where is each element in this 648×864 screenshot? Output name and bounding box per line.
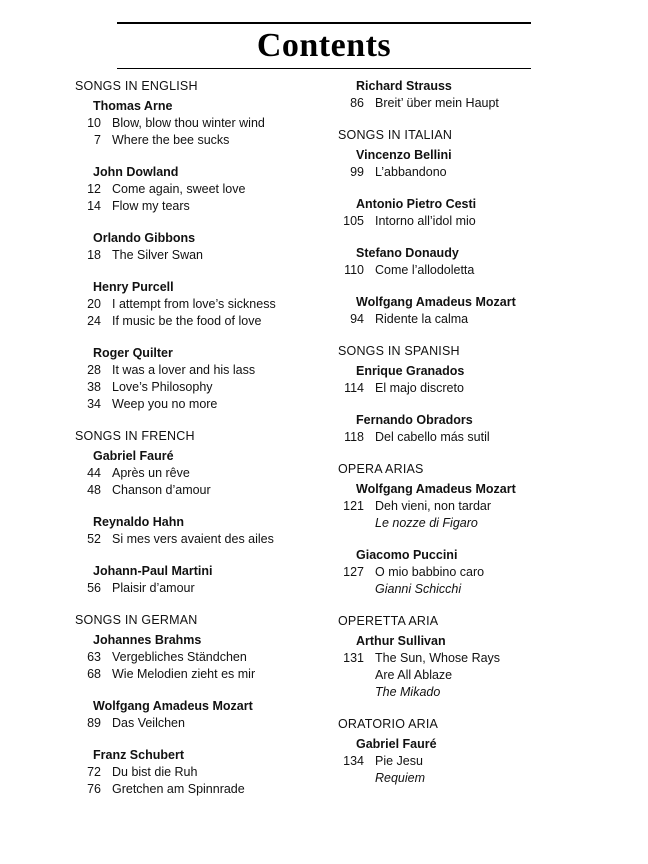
composer-group [75,632,338,683]
composer-group [338,196,601,230]
composer-group [338,78,601,112]
song-title: Weep you no more [112,397,218,411]
song-page-number: 20 [87,297,101,311]
composer-group [75,164,338,215]
song-page-number: 89 [87,716,101,730]
song-entry [75,531,338,548]
title-rule-bottom [117,68,531,69]
page-title: Contents [256,27,392,64]
song-title: Chanson d’amour [112,483,211,497]
song-page-number: 18 [87,248,101,262]
song-title: It was a lover and his lass [112,363,256,377]
composer-name: Giacomo Puccini [356,548,458,562]
composer-name: Wolfgang Amadeus Mozart [93,699,253,713]
song-entry [75,132,338,149]
song-page-number: 52 [87,532,101,546]
song-entry [338,164,601,181]
composer-name: Roger Quilter [93,346,173,360]
contents-columns [0,78,648,798]
composer-name: Antonio Pietro Cesti [356,197,477,211]
song-entry [75,781,338,798]
song-page-number: 24 [87,314,101,328]
song-title: The Silver Swan [112,248,204,262]
song-title: Vergebliches Ständchen [112,650,247,664]
song-subtitle: Requiem [375,771,426,785]
composer-name: Reynaldo Hahn [93,515,184,529]
song-entry [338,650,601,667]
song-title: Das Veilchen [112,716,185,730]
song-title: Ridente la calma [375,312,469,326]
song-page-number: 94 [350,312,364,326]
song-entry [338,213,601,230]
song-page-number: 110 [344,263,364,277]
song-entry [75,465,338,482]
composer-name: Richard Strauss [356,79,452,93]
song-entry [75,296,338,313]
section-heading: OPERETTA ARIA [338,614,439,628]
composer-group [338,363,601,397]
song-page-number: 76 [87,782,101,796]
song-subtitle: The Mikado [375,685,441,699]
song-title: Breit’ über mein Haupt [375,96,499,110]
composer-name: Orlando Gibbons [93,231,196,245]
song-page-number: 63 [87,650,101,664]
song-page-number: 10 [87,116,101,130]
song-title: The Sun, Whose Rays [375,651,501,665]
composer-group [338,736,601,787]
contents-column-left [75,78,338,798]
song-title: Where the bee sucks [112,133,230,147]
song-title: Come l’allodoletta [375,263,475,277]
song-title: El majo discreto [375,381,464,395]
composer-name: Franz Schubert [93,748,184,762]
song-title: Plaisir d’amour [112,581,195,595]
song-entry [338,262,601,279]
song-page-number: 131 [343,651,364,665]
song-title: Après un rêve [112,466,190,480]
song-entry [338,429,601,446]
song-entry [75,181,338,198]
section-heading: OPERA ARIAS [338,462,424,476]
composer-name: Johannes Brahms [93,633,202,647]
song-page-number: 48 [87,483,101,497]
song-page-number: 127 [343,565,364,579]
song-entry [75,715,338,732]
composer-name: Wolfgang Amadeus Mozart [356,295,516,309]
song-entry [75,764,338,781]
composer-group [75,563,338,597]
song-entry [338,753,601,770]
song-entry [75,580,338,597]
composer-name: Fernando Obradors [356,413,473,427]
song-entry [75,379,338,396]
contents-column-right [338,78,601,798]
song-entry [75,649,338,666]
song-page-number: 7 [94,133,101,147]
song-page-number: 34 [87,397,101,411]
section-heading: ORATORIO ARIA [338,717,439,731]
song-entry [75,198,338,215]
section-heading: SONGS IN ENGLISH [75,79,198,93]
section-heading: SONGS IN ITALIAN [338,128,453,142]
song-subtitle: Gianni Schicchi [375,582,462,596]
song-page-number: 12 [87,182,101,196]
song-entry [338,498,601,515]
composer-group [75,514,338,548]
song-subtitle: Le nozze di Figaro [375,516,478,530]
song-title: Blow, blow thou winter wind [112,116,265,130]
composer-group [338,547,601,598]
song-title: Si mes vers avaient des ailes [112,532,274,546]
composer-name: Gabriel Fauré [356,737,437,751]
composer-name: John Dowland [93,165,179,179]
song-title: Del cabello más sutil [375,430,490,444]
composer-name: Vincenzo Bellini [356,148,452,162]
composer-name: Henry Purcell [93,280,174,294]
composer-name: Gabriel Fauré [93,449,174,463]
composer-group [338,481,601,532]
composer-name: Johann-Paul Martini [93,564,213,578]
song-page-number: 134 [343,754,364,768]
song-title: Flow my tears [112,199,190,213]
composer-name: Arthur Sullivan [356,634,446,648]
composer-name: Wolfgang Amadeus Mozart [356,482,516,496]
song-title: Gretchen am Spinnrade [112,782,245,796]
song-page-number: 72 [87,765,101,779]
song-entry [75,666,338,683]
section-heading: SONGS IN FRENCH [75,429,195,443]
composer-group [75,698,338,732]
song-entry [338,95,601,112]
song-entry [75,482,338,499]
song-entry [338,380,601,397]
song-entry [338,564,601,581]
song-page-number: 114 [344,381,364,395]
song-entry [75,396,338,413]
song-entry [75,313,338,330]
song-page-number: 56 [87,581,101,595]
song-page-number: 118 [344,430,364,444]
song-page-number: 121 [343,499,364,513]
song-title: Du bist die Ruh [112,765,198,779]
title-block [117,0,531,69]
song-title: Love’s Philosophy [112,380,213,394]
composer-group [75,747,338,798]
song-page-number: 44 [87,466,101,480]
song-title: If music be the food of love [112,314,262,328]
composer-group [75,98,338,149]
song-title: Pie Jesu [375,754,423,768]
composer-name: Thomas Arne [93,99,173,113]
song-entry [338,311,601,328]
song-entry [75,362,338,379]
composer-group [338,245,601,279]
song-title: O mio babbino caro [375,565,485,579]
composer-group [338,412,601,446]
composer-name: Enrique Granados [356,364,465,378]
song-title: L’abbandono [375,165,447,179]
composer-name: Stefano Donaudy [356,246,459,260]
song-title: Come again, sweet love [112,182,246,196]
song-entry [75,247,338,264]
composer-group [75,230,338,264]
song-page-number: 14 [87,199,101,213]
song-title-continued: Are All Ablaze [375,668,453,682]
song-page-number: 28 [87,363,101,377]
song-title: Deh vieni, non tardar [375,499,492,513]
composer-group [75,345,338,413]
song-page-number: 38 [87,380,101,394]
song-page-number: 99 [350,165,364,179]
song-page-number: 68 [87,667,101,681]
composer-group [338,633,601,701]
section-heading: SONGS IN GERMAN [75,613,198,627]
song-page-number: 86 [350,96,364,110]
composer-group [338,294,601,328]
song-page-number: 105 [343,214,364,228]
composer-group [75,279,338,330]
song-entry [75,115,338,132]
song-title: Intorno all’idol mio [375,214,476,228]
composer-group [338,147,601,181]
song-title: Wie Melodien zieht es mir [112,667,256,681]
composer-group [75,448,338,499]
section-heading: SONGS IN SPANISH [338,344,460,358]
song-title: I attempt from love’s sickness [112,297,276,311]
